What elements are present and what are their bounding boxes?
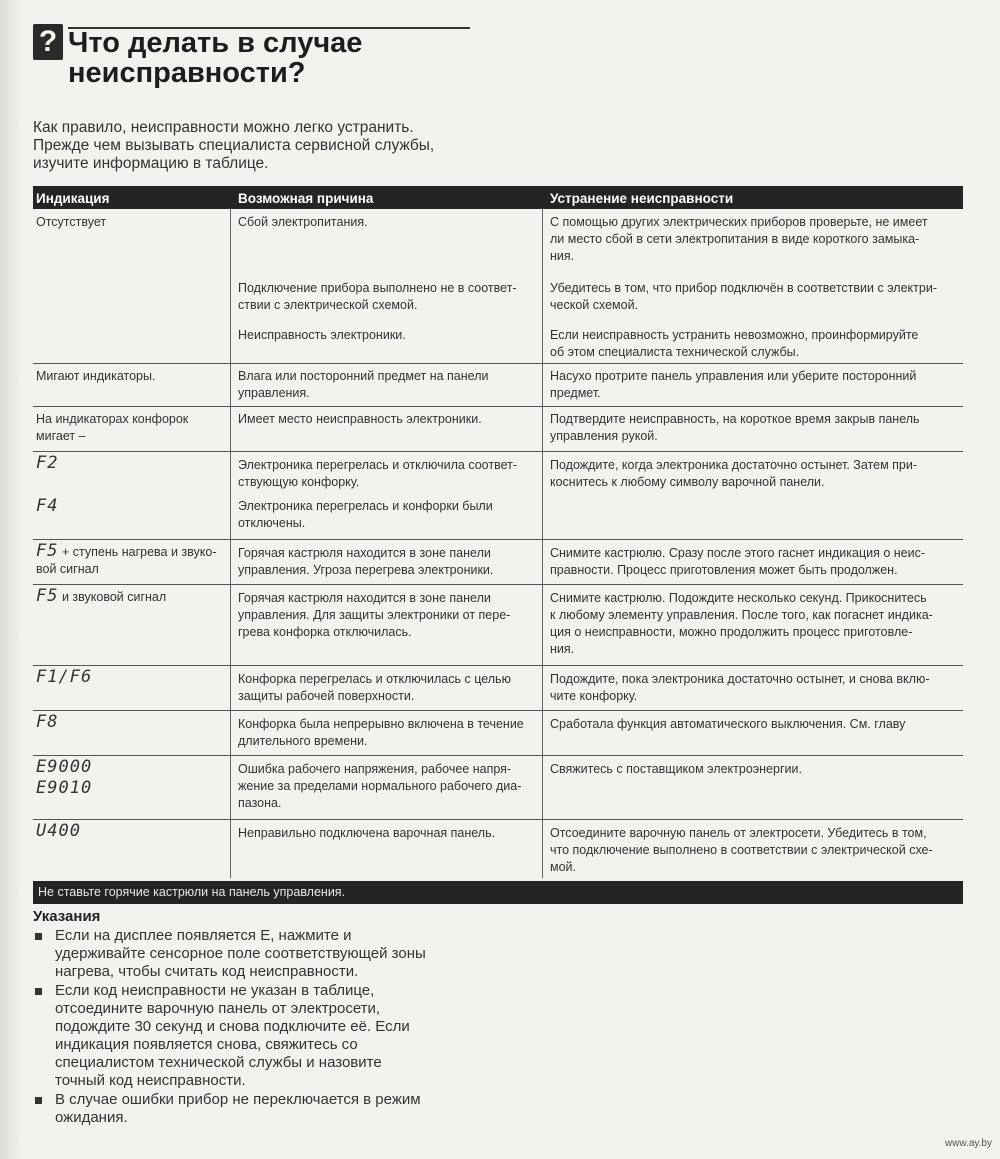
remedy-cell: Подтвердите неисправность, на короткое время закрыв панель управления рукой.	[550, 412, 920, 443]
page-title	[68, 28, 488, 88]
cause-cell: Электроника перегрелась и конфорки были отключены.	[238, 499, 493, 530]
title-line-1: Что делать в случае	[68, 27, 363, 59]
error-code: F5	[36, 586, 59, 606]
bullet-icon	[35, 988, 42, 995]
error-code: F8	[36, 712, 59, 732]
error-code: F5	[36, 541, 59, 561]
remedy-cell: Отсоедините варочную панель от электросети. Убедитесь в том, что подключение выполнено в соответствии с электрической схе- мой.	[550, 826, 933, 874]
table-row	[33, 452, 963, 540]
cause-cell: Неправильно подключена варочная панель.	[238, 826, 496, 840]
notes-section	[33, 908, 493, 1128]
cause-cell: Влага или посторонний предмет на панели управления.	[238, 369, 489, 400]
cause-cell: Имеет место неисправность электроники.	[238, 412, 482, 426]
indication-cell: Отсутствует	[36, 215, 107, 229]
indication-cell: Мигают индикаторы.	[36, 369, 156, 383]
intro-line: Как правило, неисправности можно легко устранить.	[33, 119, 414, 136]
cause-cell: Горячая кастрюля находится в зоне панели управления. Угроза перегрева электроники.	[238, 546, 494, 577]
indication-cell: F5 и звуковой сигнал	[36, 586, 167, 606]
intro-line: изучите информацию в таблице.	[33, 155, 269, 172]
note-item: Если на дисплее появляется E, нажмите и удерживайте сенсорное поле соответствующей зоны нагрева, чтобы считать код неисправности.	[33, 927, 493, 981]
cause-cell: Неисправность электроники.	[238, 328, 406, 342]
cause-cell: Электроника перегрелась и отключила соответ- ствующую конфорку.	[238, 458, 518, 489]
question-icon: ?	[33, 24, 63, 60]
remedy-cell: Сработала функция автоматического выключения. См. главу	[550, 717, 906, 731]
table-row	[33, 820, 963, 878]
watermark: www.ay.by	[944, 1138, 992, 1149]
table-row	[33, 756, 963, 820]
error-code: F1/F6	[36, 667, 93, 687]
header-remedy: Устранение неисправности	[550, 191, 734, 206]
cause-cell: Конфорка перегрелась и отключилась с целью защиты рабочей поверхности.	[238, 672, 511, 703]
indication-cell: На индикаторах конфорок мигает –	[36, 412, 189, 443]
remedy-cell: Подождите, пока электроника достаточно остынет, и снова вклю- чите конфорку.	[550, 672, 930, 703]
table-row	[33, 209, 963, 364]
table-row	[33, 540, 963, 585]
page-edge-shadow	[0, 0, 22, 1159]
remedy-cell: Подождите, когда электроника достаточно остынет. Затем при- коснитесь к любому символу варочной панели.	[550, 458, 917, 489]
header-cause: Возможная причина	[238, 191, 374, 206]
cause-cell: Ошибка рабочего напряжения, рабочее напря- жение за пределами нормального рабочего диа- пазона.	[238, 762, 522, 810]
note-item: В случае ошибки прибор не переключается в режим ожидания.	[33, 1091, 493, 1127]
intro-text	[33, 119, 483, 173]
bullet-icon	[35, 1097, 42, 1104]
table-row	[33, 407, 963, 452]
table-row	[33, 585, 963, 666]
indication-cell: F5 + ступень нагрева и звуко- вой сигнал	[36, 541, 217, 576]
cause-cell: Подключение прибора выполнено не в соответ- ствии с электрической схемой.	[238, 281, 517, 312]
remedy-cell: Снимите кастрюлю. Сразу после этого гаснет индикация о неис- правности. Процесс приготовления может быть продолжен.	[550, 546, 926, 577]
intro-line: Прежде чем вызывать специалиста сервисной службы,	[33, 137, 435, 154]
warning-bar: Не ставьте горячие кастрюли на панель управления.	[33, 881, 963, 904]
bullet-icon	[35, 933, 42, 940]
cause-cell: Конфорка была непрерывно включена в течение длительного времени.	[238, 717, 524, 748]
error-code: E9010	[36, 778, 93, 798]
troubleshooting-table	[33, 186, 963, 904]
error-code: F2	[36, 453, 59, 473]
remedy-cell: Если неисправность устранить невозможно, проинформируйте об этом специалиста технической службы.	[550, 328, 919, 359]
header-indication: Индикация	[36, 191, 110, 206]
error-code: U400	[36, 821, 81, 841]
notes-title: Указания	[33, 908, 101, 925]
remedy-cell: Свяжитесь с поставщиком электроэнергии.	[550, 762, 802, 776]
note-item: Если код неисправности не указан в таблице, отсоедините варочную панель от электросети, подождите 30 секунд и снова подключите её. Если индикация появляется снова, свяжитесь со специалистом технической службы и назовите точный код неисправности.	[33, 982, 493, 1090]
cause-cell: Сбой электропитания.	[238, 215, 368, 229]
remedy-cell: С помощью других электрических приборов проверьте, не имеет ли место сбой в сети электропитания в виде короткого замыка- ния.	[550, 215, 928, 263]
remedy-cell: Убедитесь в том, что прибор подключён в соответствии с электри- ческой схемой.	[550, 281, 937, 312]
error-code: F4	[36, 496, 59, 516]
table-header	[33, 186, 963, 209]
error-code: E9000	[36, 757, 93, 777]
title-line-2: неисправности?	[68, 57, 306, 89]
cause-cell: Горячая кастрюля находится в зоне панели управления. Для защиты электроники от пере- грева конфорка отключилась.	[238, 591, 511, 639]
table-row	[33, 711, 963, 756]
table-row	[33, 666, 963, 711]
remedy-cell: Насухо протрите панель управления или уберите посторонний предмет.	[550, 369, 917, 400]
table-row	[33, 364, 963, 407]
remedy-cell: Снимите кастрюлю. Подождите несколько секунд. Прикоснитесь к любому элементу управления. После того, как погаснет индика- ция о неисправности, можно продолжить процесс приготовле- ния.	[550, 591, 933, 656]
